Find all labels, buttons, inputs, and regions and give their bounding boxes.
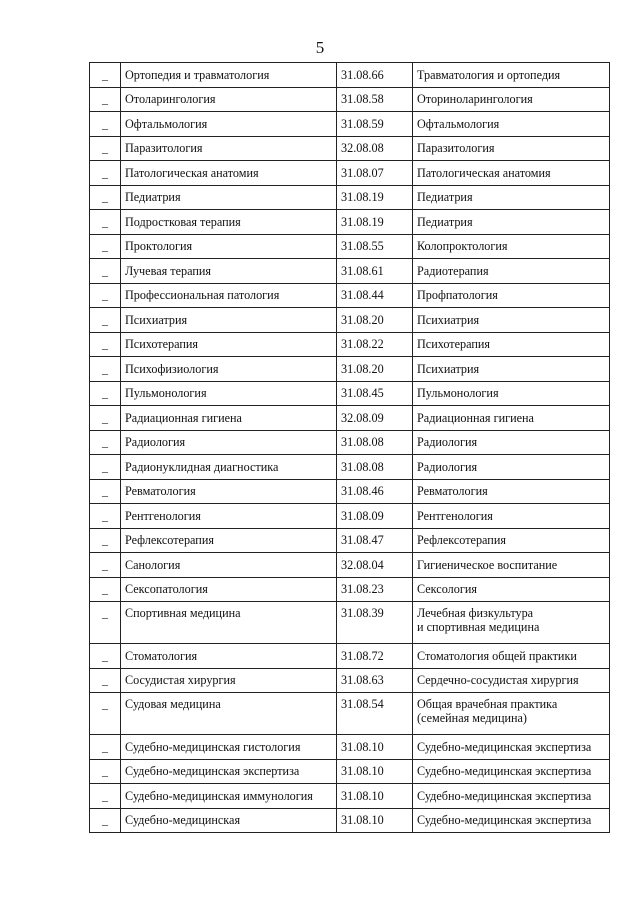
table-row: [90, 185, 610, 210]
row-marker: [90, 259, 121, 284]
specialty-name: [121, 161, 337, 186]
matching-specialty: [413, 504, 610, 529]
specialty-name: [121, 357, 337, 382]
specialty-name: [121, 553, 337, 578]
row-marker: [90, 504, 121, 529]
page-number: 5: [315, 38, 325, 57]
specialty-code: [337, 161, 413, 186]
specialty-name-text: Радиология: [125, 435, 186, 450]
matching-specialty-text: Радиология: [417, 435, 478, 450]
specialty-name-text: Офтальмология: [125, 116, 208, 131]
specialty-code: [337, 668, 413, 693]
specialty-code-text: 31.08.19: [341, 214, 384, 229]
specialty-code: [337, 528, 413, 553]
row-marker: [90, 528, 121, 553]
specialty-code-text: 32.08.04: [341, 557, 384, 572]
specialty-code-text: 31.08.08: [341, 435, 384, 450]
specialty-code-text: 31.08.23: [341, 582, 384, 597]
specialty-code-text: 31.08.45: [341, 386, 384, 401]
matching-specialty: [413, 644, 610, 669]
matching-specialty: [413, 406, 610, 431]
specialty-name-text: Педиатрия: [125, 190, 181, 205]
specialty-code: [337, 644, 413, 669]
row-marker-text: _: [102, 263, 108, 278]
row-marker: [90, 602, 121, 644]
specialty-name-text: Профессиональная патология: [125, 288, 280, 303]
specialty-name: [121, 283, 337, 308]
row-marker: [90, 185, 121, 210]
row-marker-text: _: [102, 739, 108, 754]
specialty-name: [121, 455, 337, 480]
table-row: [90, 504, 610, 529]
specialty-name: [121, 735, 337, 760]
specialty-code-text: 31.08.10: [341, 813, 384, 828]
row-marker-text: _: [102, 606, 108, 620]
matching-specialty-text: Судебно-медицинская экспертиза: [417, 739, 592, 754]
specialty-code: [337, 504, 413, 529]
table-row: [90, 87, 610, 112]
matching-specialty: [413, 479, 610, 504]
matching-specialty-text: Травматология и ортопедия: [417, 67, 561, 82]
specialty-code-text: 31.08.63: [341, 673, 384, 688]
row-marker-text: _: [102, 410, 108, 425]
matching-specialty: [413, 136, 610, 161]
matching-specialty-text: Общая врачебная практика (семейная медицина): [417, 697, 558, 725]
row-marker: [90, 668, 121, 693]
specialty-code-text: 31.08.54: [341, 697, 384, 711]
specialty-name-text: Рефлексотерапия: [125, 533, 214, 548]
specialty-code: [337, 332, 413, 357]
specialty-name-text: Лучевая терапия: [125, 263, 211, 278]
row-marker-text: _: [102, 484, 108, 499]
table-row: [90, 455, 610, 480]
specialty-code: [337, 808, 413, 833]
row-marker-text: _: [102, 508, 108, 523]
specialty-name-text: Сосудистая хирургия: [125, 673, 236, 688]
row-marker-text: _: [102, 764, 108, 779]
row-marker: [90, 644, 121, 669]
row-marker-text: _: [102, 312, 108, 327]
specialty-name: [121, 644, 337, 669]
row-marker: [90, 332, 121, 357]
table-row: [90, 528, 610, 553]
table-row: [90, 136, 610, 161]
matching-specialty: [413, 784, 610, 809]
row-marker: [90, 308, 121, 333]
specialty-name: [121, 693, 337, 735]
row-marker-text: _: [102, 582, 108, 597]
matching-specialty: [413, 234, 610, 259]
matching-specialty: [413, 735, 610, 760]
specialty-code: [337, 430, 413, 455]
specialty-code: [337, 185, 413, 210]
row-marker: [90, 455, 121, 480]
matching-specialty-text: Психиатрия: [417, 312, 480, 327]
row-marker: [90, 406, 121, 431]
specialty-code-text: 31.08.20: [341, 361, 384, 376]
specialty-code: [337, 602, 413, 644]
matching-specialty: [413, 759, 610, 784]
specialty-code-text: 31.08.61: [341, 263, 384, 278]
specialty-code: [337, 63, 413, 88]
row-marker-text: _: [102, 92, 108, 107]
matching-specialty: [413, 210, 610, 235]
specialty-name-text: Сексопатология: [125, 582, 208, 597]
row-marker: [90, 283, 121, 308]
specialty-name-text: Судебно-медицинская экспертиза: [125, 764, 300, 779]
row-marker-text: _: [102, 214, 108, 229]
specialty-name: [121, 759, 337, 784]
matching-specialty: [413, 161, 610, 186]
matching-specialty-text: Гигиеническое воспитание: [417, 557, 558, 572]
specialty-code: [337, 577, 413, 602]
specialty-name-text: Стоматология: [125, 648, 198, 663]
specialty-code-text: 31.08.07: [341, 165, 384, 180]
specialty-code-text: 32.08.08: [341, 141, 384, 156]
matching-specialty-text: Судебно-медицинская экспертиза: [417, 788, 592, 803]
table-row: [90, 577, 610, 602]
matching-specialty-text: Оториноларингология: [417, 92, 533, 107]
specialty-code-text: 31.08.46: [341, 484, 384, 499]
specialty-code-text: 31.08.72: [341, 648, 384, 663]
table-row: [90, 112, 610, 137]
specialty-code-text: 31.08.47: [341, 533, 384, 548]
matching-specialty-text: Профпатология: [417, 288, 498, 303]
specialty-name: [121, 504, 337, 529]
matching-specialty-text: Патологическая анатомия: [417, 165, 551, 180]
matching-specialty-text: Стоматология общей практики: [417, 648, 577, 663]
specialty-code: [337, 381, 413, 406]
table-row: [90, 553, 610, 578]
specialty-code: [337, 357, 413, 382]
row-marker: [90, 479, 121, 504]
specialty-name: [121, 185, 337, 210]
row-marker-text: _: [102, 190, 108, 205]
specialty-name-text: Судовая медицина: [125, 697, 221, 711]
row-marker-text: _: [102, 813, 108, 828]
specialty-code: [337, 784, 413, 809]
row-marker-text: _: [102, 435, 108, 450]
matching-specialty: [413, 602, 610, 644]
specialty-name-text: Спортивная медицина: [125, 606, 241, 620]
specialty-code-text: 31.08.09: [341, 508, 384, 523]
specialty-code-text: 31.08.59: [341, 116, 384, 131]
matching-specialty-text: Рентгенология: [417, 508, 493, 523]
specialty-code-text: 31.08.20: [341, 312, 384, 327]
specialty-name: [121, 63, 337, 88]
specialty-name-text: Судебно-медицинская иммунология: [125, 788, 313, 803]
specialty-name-text: Пульмонология: [125, 386, 207, 401]
row-marker-text: _: [102, 141, 108, 156]
specialty-name-text: Радионуклидная диагностика: [125, 459, 279, 474]
matching-specialty: [413, 808, 610, 833]
row-marker: [90, 112, 121, 137]
matching-specialty: [413, 381, 610, 406]
specialty-code: [337, 735, 413, 760]
table-row: [90, 430, 610, 455]
matching-specialty: [413, 332, 610, 357]
matching-specialty-text: Сексология: [417, 582, 477, 597]
specialty-name: [121, 87, 337, 112]
specialty-code: [337, 308, 413, 333]
specialty-name: [121, 784, 337, 809]
matching-specialty: [413, 553, 610, 578]
row-marker-text: _: [102, 557, 108, 572]
specialty-name-text: Санология: [125, 557, 181, 572]
specialty-name: [121, 430, 337, 455]
specialty-code-text: 31.08.66: [341, 67, 384, 82]
specialty-name: [121, 210, 337, 235]
matching-specialty-text: Лечебная физкультура и спортивная медицина: [417, 606, 540, 634]
row-marker: [90, 63, 121, 88]
table-row: [90, 479, 610, 504]
specialty-code-text: 31.08.08: [341, 459, 384, 474]
specialty-code-text: 31.08.55: [341, 239, 384, 254]
specialty-name: [121, 308, 337, 333]
row-marker-text: _: [102, 459, 108, 474]
table-row: [90, 406, 610, 431]
specialty-name: [121, 577, 337, 602]
matching-specialty: [413, 357, 610, 382]
matching-specialty: [413, 259, 610, 284]
matching-specialty-text: Пульмонология: [417, 386, 499, 401]
table-row: [90, 784, 610, 809]
row-marker: [90, 577, 121, 602]
table-row: [90, 735, 610, 760]
matching-specialty: [413, 283, 610, 308]
matching-specialty: [413, 185, 610, 210]
specialty-code: [337, 479, 413, 504]
matching-specialty-text: Офтальмология: [417, 116, 500, 131]
table-row: [90, 161, 610, 186]
matching-specialty-text: Педиатрия: [417, 190, 473, 205]
specialty-code: [337, 553, 413, 578]
specialty-table-body: [90, 63, 610, 833]
specialty-name: [121, 259, 337, 284]
matching-specialty-text: Рефлексотерапия: [417, 533, 506, 548]
specialty-name-text: Ревматология: [125, 484, 196, 499]
row-marker-text: _: [102, 697, 108, 711]
specialty-code: [337, 210, 413, 235]
specialty-name: [121, 808, 337, 833]
row-marker-text: _: [102, 165, 108, 180]
specialty-name-text: Патологическая анатомия: [125, 165, 259, 180]
row-marker: [90, 430, 121, 455]
matching-specialty: [413, 455, 610, 480]
row-marker-text: _: [102, 116, 108, 131]
specialty-name-text: Радиационная гигиена: [125, 410, 242, 425]
row-marker: [90, 161, 121, 186]
specialty-code: [337, 283, 413, 308]
specialty-name: [121, 406, 337, 431]
table-row: [90, 668, 610, 693]
specialty-code: [337, 693, 413, 735]
specialty-name: [121, 136, 337, 161]
specialty-name: [121, 112, 337, 137]
row-marker-text: _: [102, 361, 108, 376]
row-marker: [90, 784, 121, 809]
matching-specialty-text: Радиология: [417, 459, 478, 474]
matching-specialty: [413, 693, 610, 735]
matching-specialty: [413, 308, 610, 333]
specialty-code: [337, 136, 413, 161]
table-row: [90, 644, 610, 669]
specialty-code-text: 31.08.10: [341, 764, 384, 779]
specialty-name: [121, 528, 337, 553]
row-marker-text: _: [102, 337, 108, 352]
matching-specialty-text: Психотерапия: [417, 337, 491, 352]
specialty-code: [337, 455, 413, 480]
matching-specialty-text: Ревматология: [417, 484, 488, 499]
specialty-name-text: Судебно-медицинская гистология: [125, 739, 301, 754]
specialty-code-text: 31.08.10: [341, 739, 384, 754]
specialty-name: [121, 479, 337, 504]
specialty-name: [121, 234, 337, 259]
specialty-table: [89, 62, 610, 833]
matching-specialty-text: Радиотерапия: [417, 263, 489, 278]
specialty-name: [121, 332, 337, 357]
specialty-code-text: 31.08.39: [341, 606, 384, 620]
specialty-code-text: 31.08.58: [341, 92, 384, 107]
specialty-code: [337, 759, 413, 784]
matching-specialty: [413, 577, 610, 602]
specialty-code-text: 31.08.19: [341, 190, 384, 205]
row-marker-text: _: [102, 288, 108, 303]
specialty-code: [337, 112, 413, 137]
matching-specialty: [413, 528, 610, 553]
specialty-name-text: Судебно-медицинская: [125, 813, 241, 828]
specialty-name-text: Подростковая терапия: [125, 214, 241, 229]
table-row: [90, 357, 610, 382]
matching-specialty: [413, 430, 610, 455]
specialty-name-text: Психиатрия: [125, 312, 188, 327]
matching-specialty-text: Судебно-медицинская экспертиза: [417, 764, 592, 779]
matching-specialty: [413, 63, 610, 88]
matching-specialty-text: Паразитология: [417, 141, 495, 156]
row-marker-text: _: [102, 386, 108, 401]
table-row: [90, 602, 610, 644]
row-marker: [90, 136, 121, 161]
specialty-name-text: Ортопедия и травматология: [125, 67, 270, 82]
specialty-code-text: 31.08.10: [341, 788, 384, 803]
specialty-code-text: 31.08.22: [341, 337, 384, 352]
table-row: [90, 283, 610, 308]
table-row: [90, 332, 610, 357]
matching-specialty: [413, 112, 610, 137]
row-marker: [90, 357, 121, 382]
row-marker: [90, 87, 121, 112]
row-marker-text: _: [102, 239, 108, 254]
matching-specialty-text: Колопроктология: [417, 239, 508, 254]
row-marker: [90, 234, 121, 259]
specialty-name: [121, 381, 337, 406]
row-marker-text: _: [102, 67, 108, 82]
table-row: [90, 381, 610, 406]
matching-specialty-text: Судебно-медицинская экспертиза: [417, 813, 592, 828]
specialty-code: [337, 406, 413, 431]
row-marker: [90, 381, 121, 406]
table-row: [90, 210, 610, 235]
row-marker-text: _: [102, 788, 108, 803]
specialty-name-text: Паразитология: [125, 141, 203, 156]
table-row: [90, 808, 610, 833]
row-marker-text: _: [102, 648, 108, 663]
specialty-code-text: 31.08.44: [341, 288, 384, 303]
specialty-name-text: Психотерапия: [125, 337, 199, 352]
matching-specialty: [413, 668, 610, 693]
row-marker: [90, 735, 121, 760]
table-row: [90, 234, 610, 259]
specialty-code-text: 32.08.09: [341, 410, 384, 425]
row-marker: [90, 759, 121, 784]
row-marker: [90, 808, 121, 833]
matching-specialty-text: Радиационная гигиена: [417, 410, 534, 425]
table-row: [90, 308, 610, 333]
specialty-name: [121, 602, 337, 644]
specialty-name-text: Проктология: [125, 239, 193, 254]
matching-specialty-text: Психиатрия: [417, 361, 480, 376]
table-row: [90, 63, 610, 88]
table-row: [90, 693, 610, 735]
row-marker: [90, 210, 121, 235]
table-row: [90, 259, 610, 284]
matching-specialty-text: Сердечно-сосудистая хирургия: [417, 673, 579, 688]
specialty-code: [337, 234, 413, 259]
row-marker: [90, 693, 121, 735]
specialty-code: [337, 259, 413, 284]
specialty-code: [337, 87, 413, 112]
table-row: [90, 759, 610, 784]
specialty-name-text: Отоларингология: [125, 92, 216, 107]
specialty-name: [121, 668, 337, 693]
row-marker-text: _: [102, 673, 108, 688]
matching-specialty: [413, 87, 610, 112]
row-marker-text: _: [102, 533, 108, 548]
row-marker: [90, 553, 121, 578]
specialty-name-text: Рентгенология: [125, 508, 201, 523]
specialty-name-text: Психофизиология: [125, 361, 219, 376]
matching-specialty-text: Педиатрия: [417, 214, 473, 229]
